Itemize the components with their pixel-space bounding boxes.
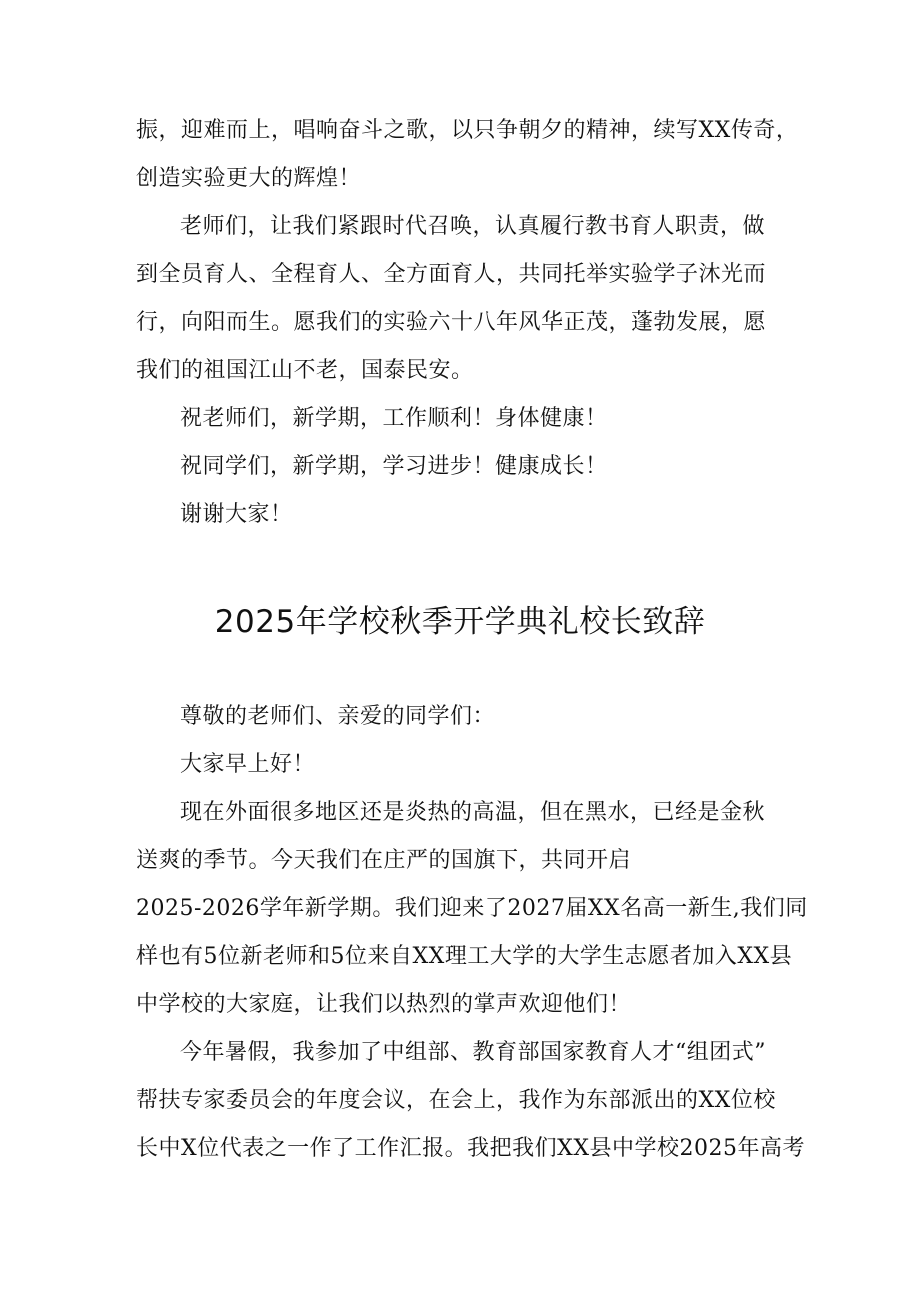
text-line: 振，迎难而上，唱响奋斗之歌，以只争朝夕的精神，续写XX传奇， <box>136 118 799 143</box>
text-line: 2025-2026学年新学期。我们迎来了2027届XX名高一新生,我们同 <box>136 896 808 921</box>
text-line: 帮扶专家委员会的年度会议，在会上，我作为东部派出的XX位校 <box>136 1088 776 1113</box>
closing-section <box>136 107 799 539</box>
page-title: 2025年学校秋季开学典礼校长致辞 <box>214 604 706 640</box>
text-line: 大家早上好！ <box>180 752 316 777</box>
text-line: 今年暑假，我参加了中组部、教育部国家教育人才“组团式” <box>180 1040 766 1065</box>
text-line: 创造实验更大的辉煌！ <box>136 166 362 191</box>
text-line: 谢谢大家！ <box>180 502 293 527</box>
text-line: 我们的祖国江山不老，国泰民安。 <box>136 358 474 383</box>
text-line: 长中X位代表之一作了工作汇报。我把我们XX县中学校2025年高考 <box>136 1136 805 1161</box>
text-line: 中学校的大家庭，让我们以热烈的掌声欢迎他们！ <box>136 992 632 1017</box>
text-line: 现在外面很多地区还是炎热的高温，但在黑水，已经是金秋 <box>180 800 766 825</box>
text-line: 送爽的季节。今天我们在庄严的国旗下，共同开启 <box>136 848 632 873</box>
text-line: 祝老师们，新学期，工作顺利！身体健康！ <box>180 406 608 431</box>
text-line: 老师们，让我们紧跟时代召唤，认真履行教书育人职责，做 <box>180 214 766 239</box>
text-line: 到全员育人、全程育人、全方面育人，共同托举实验学子沐光而 <box>136 262 767 287</box>
speech-body <box>136 693 808 1173</box>
text-line: 尊敬的老师们、亲爱的同学们： <box>180 704 496 729</box>
text-line: 行，向阳而生。愿我们的实验六十八年风华正茂，蓬勃发展，愿 <box>136 310 767 335</box>
text-line: 样也有5位新老师和5位来自XX理工大学的大学生志愿者加入XX县 <box>136 944 793 969</box>
text-line: 祝同学们，新学期，学习进步！健康成长！ <box>180 454 608 479</box>
